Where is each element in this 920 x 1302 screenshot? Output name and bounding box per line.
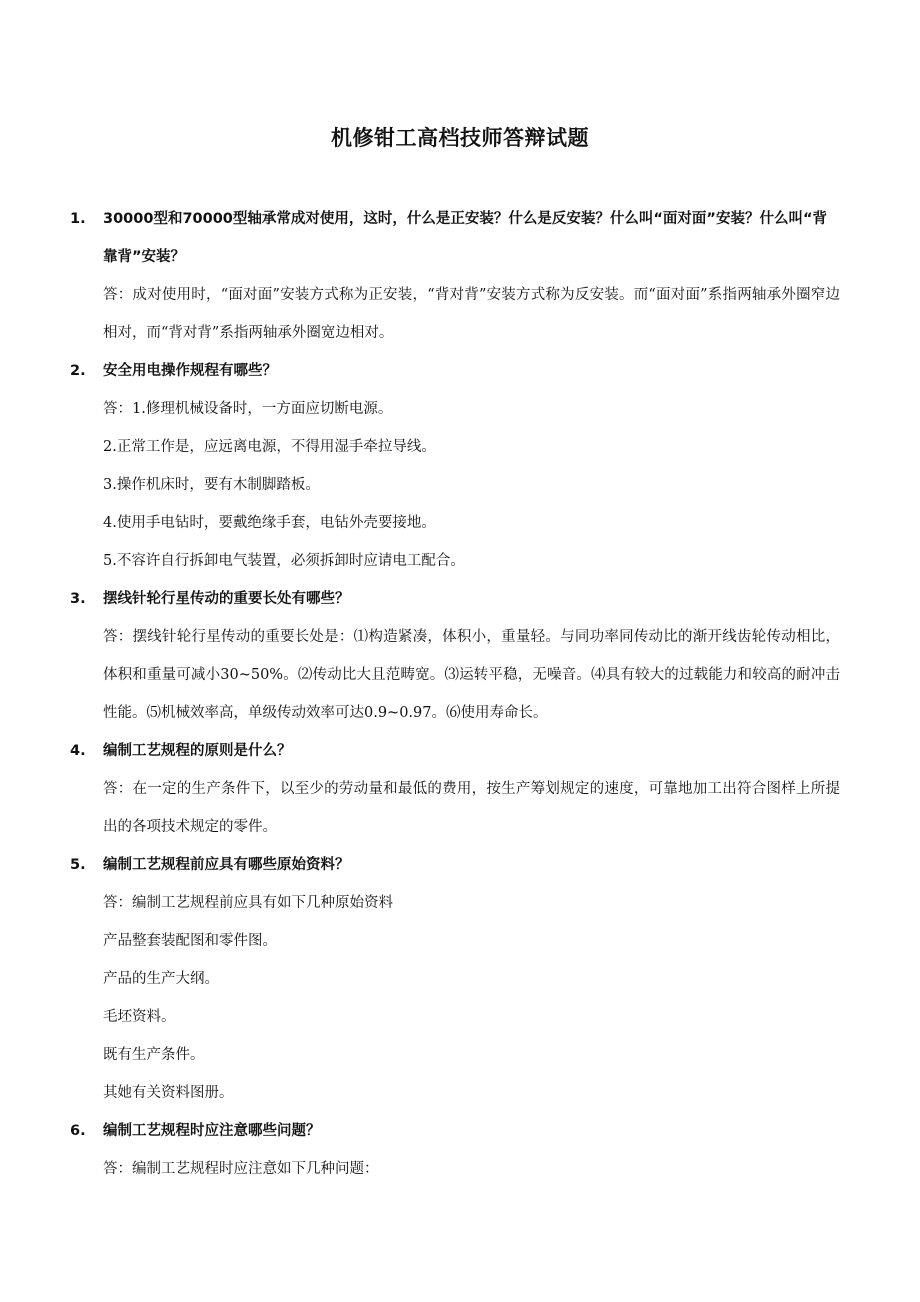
question-item bbox=[70, 846, 840, 1112]
answer-line: 3.操作机床时，要有木制脚踏板。 bbox=[103, 477, 320, 493]
question-item bbox=[70, 1112, 840, 1188]
question-item bbox=[70, 200, 840, 352]
answer-line: 答：1.修理机械设备时，一方面应切断电源。 bbox=[103, 401, 393, 417]
answer-line: 答：编制工艺规程前应具有如下几种原始资料 bbox=[103, 895, 393, 911]
question-text: 30000型和70000型轴承常成对使用，这时，什么是正安装？什么是反安装？什么叫“面对面”安装？什么叫“背靠背”安装？ bbox=[103, 211, 827, 265]
answer-line: 毛坯资料。 bbox=[103, 1009, 176, 1025]
answer-line: 产品整套装配图和零件图。 bbox=[103, 933, 277, 949]
question-item bbox=[70, 732, 840, 846]
question bbox=[70, 732, 840, 770]
question-text: 编制工艺规程的原则是什么？ bbox=[103, 743, 292, 759]
document-title: 机修钳工高档技师答辩试题 bbox=[331, 126, 589, 150]
question-number: 3. bbox=[70, 591, 86, 607]
question-item bbox=[70, 352, 840, 580]
answer-line: 2.正常工作是，应远离电源，不得用湿手牵拉导线。 bbox=[103, 439, 436, 455]
question bbox=[70, 580, 840, 618]
answer-line: 4.使用手电钻时，要戴绝缘手套，电钻外壳要接地。 bbox=[103, 515, 436, 531]
question-list bbox=[70, 200, 840, 1188]
question-number: 6. bbox=[70, 1123, 86, 1139]
answer-line: 答：在一定的生产条件下，以至少的劳动量和最低的费用，按生产筹划规定的速度，可靠地加工出符合图样上所提出的各项技术规定的零件。 bbox=[103, 781, 840, 835]
question-number: 4. bbox=[70, 743, 86, 759]
answer-line: 5.不容许自行拆卸电气装置，必须拆卸时应请电工配合。 bbox=[103, 553, 465, 569]
question-number: 2. bbox=[70, 363, 86, 379]
question-text: 摆线针轮行星传动的重要长处有哪些？ bbox=[103, 591, 350, 607]
question bbox=[70, 352, 840, 390]
question-text: 编制工艺规程时应注意哪些问题？ bbox=[103, 1123, 321, 1139]
question-number: 1. bbox=[70, 211, 86, 227]
question-text: 安全用电操作规程有哪些？ bbox=[103, 363, 277, 379]
answer-line: 答：摆线针轮行星传动的重要长处是：⑴构造紧凑，体积小，重量轻。与同功率同传动比的渐开线齿轮传动相比，体积和重量可减小30~50%。⑵传动比大且范畴宽。⑶运转平稳，无噪音。⑷具有较大的过载能力和较高的耐冲击性能。⑸机械效率高，单级传动效率可达0.9~0.97。⑹使用寿命长。 bbox=[103, 629, 840, 721]
answer-line: 产品的生产大纲。 bbox=[103, 971, 219, 987]
answer-line: 答：成对使用时，“面对面”安装方式称为正安装，“背对背”安装方式称为反安装。而“面对面”系指两轴承外圈窄边相对，而“背对背”系指两轴承外圈宽边相对。 bbox=[103, 287, 840, 341]
question-item bbox=[70, 580, 840, 732]
question-text: 编制工艺规程前应具有哪些原始资料？ bbox=[103, 857, 350, 873]
question bbox=[70, 846, 840, 884]
question-number: 5. bbox=[70, 857, 86, 873]
answer-line: 答：编制工艺规程时应注意如下几种问题： bbox=[103, 1161, 379, 1177]
question bbox=[70, 1112, 840, 1150]
question bbox=[70, 200, 840, 276]
answer-line: 其她有关资料图册。 bbox=[103, 1085, 234, 1101]
answer-line: 既有生产条件。 bbox=[103, 1047, 205, 1063]
